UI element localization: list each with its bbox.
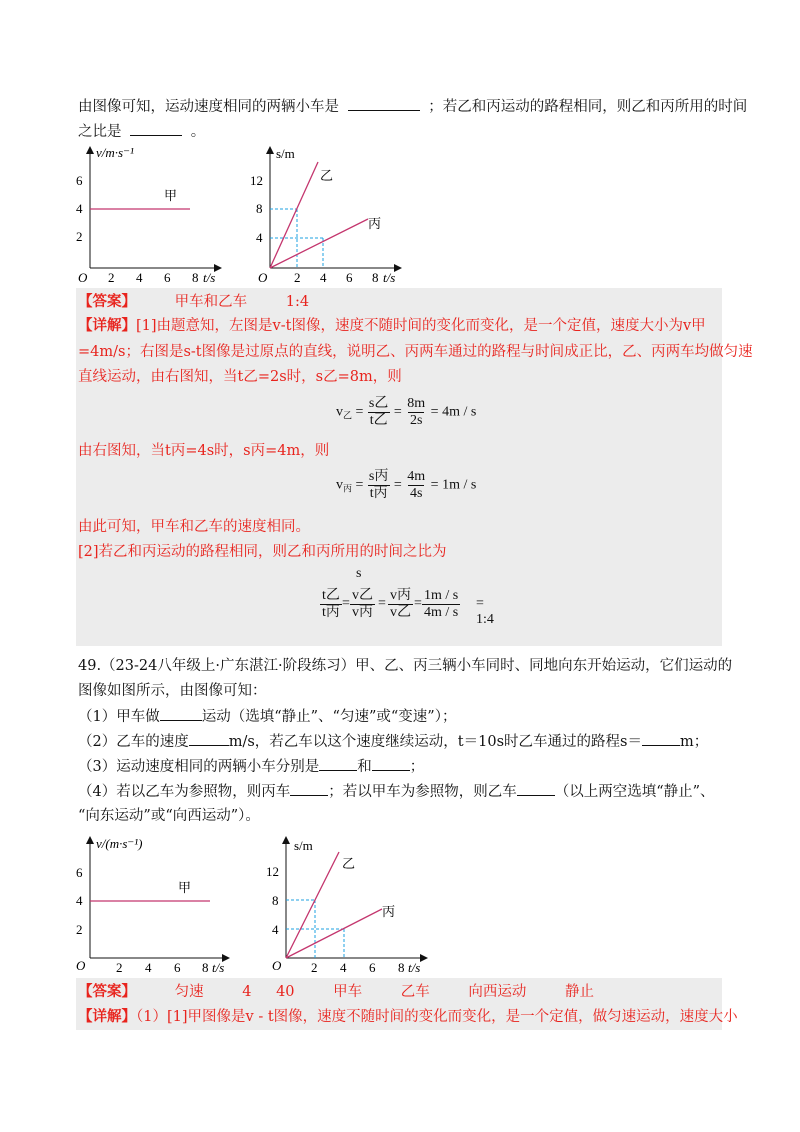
y-tick-label: 2 [76, 229, 83, 244]
y-tick-label: 8 [256, 201, 263, 216]
y-axis-label: v/(m·s⁻¹) [96, 836, 143, 851]
x-tick-label: 6 [346, 270, 353, 284]
detail-48-line-5: 由此可知，甲车和乙车的速度相同。 [78, 519, 310, 535]
blank [642, 731, 680, 746]
series-line-bing [270, 219, 368, 268]
vt-graph-2 [68, 830, 248, 976]
detail-48-line-1: 【详解】[1]由题意知，左图是v-t图像，速度不随时间的变化而变化，是一个定值，速度大小为v甲 [78, 317, 706, 334]
series-label-yi: 乙 [342, 856, 356, 871]
x-tick-label: 2 [116, 960, 123, 975]
x-axis-label: t/s [212, 960, 225, 975]
equation-v-yi: $v_乙$ = $\frac{\text{s乙}}{\text{t乙}}$ = $\frac{8m}{2s}$ = 4m / s [336, 396, 477, 428]
series-label-bing: 丙 [368, 216, 382, 231]
x-tick-label: 8 [398, 960, 405, 975]
y-tick-label: 12 [250, 173, 263, 188]
blank [372, 756, 410, 771]
x-tick-label: 6 [174, 960, 181, 975]
y-tick-label: 4 [272, 922, 279, 937]
y-axis-label: v/m·s⁻¹ [96, 145, 134, 160]
origin-label: O [78, 270, 88, 284]
y-tick-label: 6 [76, 865, 83, 880]
y-tick-label: 4 [76, 201, 83, 216]
y-axis-label: s/m [294, 838, 313, 853]
q49-part-1: （1）甲车做 运动（选填“静止”、“匀速”或“变速”）； [78, 706, 456, 727]
x-axis-label: t/s [408, 960, 421, 975]
blank [189, 731, 229, 746]
x-axis-label: t/s [203, 270, 216, 284]
x-tick-label: 8 [202, 960, 209, 975]
detail-48-line-6: [2]若乙和丙运动的路程相同，则乙和丙所用的时间之比为 [78, 544, 447, 560]
x-tick-label: 4 [136, 270, 143, 284]
series-label-jia: 甲 [178, 880, 192, 895]
detail-48-line-2: =4m/s；右图是s-t图像是过原点的直线，说明乙、丙两车通过的路程与时间成正比，乙、丙两车均做匀速 [78, 344, 753, 360]
series-line-yi [286, 852, 339, 958]
x-tick-label: 4 [320, 270, 327, 284]
series-label-yi: 乙 [320, 168, 334, 183]
blank [319, 756, 357, 771]
blank-2 [130, 121, 182, 136]
detail-48-line-3: 直线运动，由右图知，当t乙=2s时，s乙=8m，则 [78, 369, 402, 385]
series-line-bing [286, 909, 382, 958]
st-graph-2 [266, 830, 436, 976]
q49-part-4-cont: “向东运动”或“向西运动”）。 [78, 808, 260, 824]
q48-line-2: 之比是 。 [78, 121, 205, 142]
q49-part-2: （2）乙车的速度 m/s，若乙车以这个速度继续运动，t＝10s时乙车通过的路程s＝ m； [78, 731, 708, 752]
x-tick-label: 6 [164, 270, 171, 284]
y-tick-label: 12 [266, 864, 279, 879]
q49-part-3: （3）运动速度相同的两辆小车分别是 和 ； [78, 756, 424, 777]
x-axis-label: t/s [383, 270, 396, 284]
blank-1 [348, 96, 420, 111]
x-tick-label: 2 [294, 270, 301, 284]
answer-48: 【答案】 甲车和乙车 1:4 [78, 293, 310, 310]
y-axis-label: s/m [276, 146, 295, 161]
series-line-yi [270, 162, 318, 268]
series-label-jia: 甲 [164, 188, 178, 203]
origin-label: O [258, 270, 268, 284]
x-tick-label: 4 [340, 960, 347, 975]
x-tick-label: 2 [311, 960, 318, 975]
q49-stem-2: 图像如图所示，由图像可知： [78, 683, 267, 699]
q49-stem: 49.（23-24八年级上·广东湛江·阶段练习）甲、乙、丙三辆小车同时、同地向东开始运动，它们运动的 [78, 658, 733, 674]
equation-time-ratio: s $\frac{\text{t乙}}{\text{t丙}}$ = $\frac{\text{v乙}}{\text{v丙}}$ = $\frac{\text{v丙}}{\text{v乙}}$ = $\frac{1m / s}{4m / s}$ = 1:4 [322, 566, 494, 627]
x-tick-label: 6 [369, 960, 376, 975]
equation-v-bing: $v_丙$ = $\frac{\text{s丙}}{\text{t丙}}$ = $\frac{4m}{4s}$ = 1m / s [336, 469, 477, 501]
y-tick-label: 4 [76, 893, 83, 908]
q49-part-4: （4）若以乙车为参照物，则丙车 ；若以甲车为参照物，则乙车 （以上两空选填“静止”、 [78, 781, 715, 802]
blank [160, 706, 202, 721]
vt-graph-1 [70, 142, 230, 284]
y-tick-label: 8 [272, 893, 279, 908]
y-tick-label: 4 [256, 230, 263, 245]
origin-label: O [272, 958, 282, 973]
x-tick-label: 2 [108, 270, 115, 284]
x-tick-label: 4 [145, 960, 152, 975]
detail-48-line-4: 由右图知，当t丙=4s时，s丙=4m，则 [78, 443, 330, 459]
answer-49: 【答案】 匀速 4 40 甲车 乙车 向西运动 静止 [78, 983, 594, 1000]
detail-49-line-1: 【详解】（1）[1]甲图像是v - t图像，速度不随时间的变化而变化，是一个定值，做匀速运动，速度大小 [78, 1008, 738, 1025]
y-tick-label: 6 [76, 173, 83, 188]
x-tick-label: 8 [372, 270, 379, 284]
y-tick-label: 2 [76, 922, 83, 937]
series-label-bing: 丙 [382, 904, 396, 919]
origin-label: O [76, 958, 86, 973]
blank [290, 781, 328, 796]
x-tick-label: 8 [192, 270, 199, 284]
q48-line-1: 由图像可知，运动速度相同的两辆小车是 ；若乙和丙运动的路程相同，则乙和丙所用的时间 [78, 96, 747, 117]
blank [517, 781, 555, 796]
st-graph-1 [250, 142, 410, 284]
